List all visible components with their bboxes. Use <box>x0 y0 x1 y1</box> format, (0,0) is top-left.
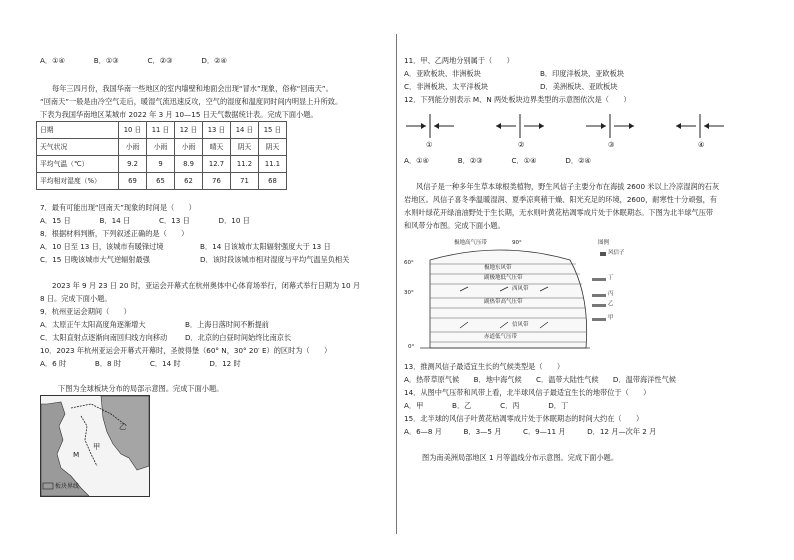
wind-band-polar-high: 极地高气压带 <box>454 240 488 246</box>
table-cell: 11 日 <box>147 122 175 139</box>
question-13: 13．推测风信子最适宜生长的气候类型是（ ） <box>404 362 565 371</box>
table-cell: 阴天 <box>231 139 259 156</box>
intro-line-1: 每年三四月份，我国华南一些地区的室内墙壁和地面会出现“冒水”现象，俗称“回南天”。 <box>52 84 333 93</box>
table-cell: 平均气温（℃） <box>37 156 119 173</box>
wind-belt-drawing <box>400 236 640 356</box>
asian-games-intro-2: 8 日。完成下面小题。 <box>40 294 112 303</box>
question-7-options: A．15 日 B．14 日 C．13 日 D．10 日 <box>40 216 250 225</box>
question-15-options: A．6—8 月 B．3—5 月 C．9—11 月 D．12 月—次年 2 月 <box>404 427 657 436</box>
question-11-option-d: D．美洲板块、亚欧板块 <box>540 82 618 91</box>
diagram-label-4: ④ <box>698 140 705 149</box>
table-cell: 14 日 <box>231 122 259 139</box>
wind-lat-30: 30° <box>404 290 414 296</box>
question-8: 8．根据材料判断，下列叙述正确的是（ ） <box>40 229 189 238</box>
question-9-option-a: A．太原正午太阳高度角逐渐增大 <box>40 320 146 329</box>
diagram-label-2: ② <box>518 140 525 149</box>
fengxin-intro-2: 岩地区。风信子喜冬季温暖湿润、夏季凉爽稍干燥、阳光充足的环境，2600，耐寒性十分顽强，有 <box>404 195 717 204</box>
wind-band-label: 极地东风带 <box>484 265 512 271</box>
legend-item-ding: 丁 <box>608 275 614 281</box>
wind-lat-60: 60° <box>404 260 414 266</box>
table-cell: 69 <box>119 173 147 190</box>
question-9-option-b: B．上海日落时间不断提前 <box>185 320 269 329</box>
pressure-wind-belt-diagram <box>400 236 640 356</box>
legend-title: 图例 <box>598 240 610 246</box>
wind-band-label: 副热带高气压带 <box>484 299 523 305</box>
table-cell: 日期 <box>37 122 119 139</box>
boundary-diagram-3 <box>582 108 662 156</box>
question-8-option-d: D．该时段该城市相对湿度与平均气温呈负相关 <box>200 255 350 264</box>
fengxin-intro-1: 风信子是一种多年生草本球根类植物，野生风信子主要分布在海拔 2600 米以上冷凉湿润的石灰 <box>416 182 720 191</box>
column-divider <box>396 34 397 534</box>
question-11: 11．甲、乙两地分别属于（ ） <box>404 56 514 65</box>
question-13-options: A．热带草原气候 B．地中海气候 C．温带大陆性气候 D．温带海洋性气候 <box>404 375 676 384</box>
table-row <box>37 156 287 173</box>
wind-lat-90: 90° <box>512 240 522 246</box>
diagram-label-1: ① <box>426 140 433 149</box>
question-14-options: A．甲 B．乙 C．丙 D．丁 <box>404 401 569 410</box>
table-cell: 10 日 <box>119 122 147 139</box>
table-cell: 平均相对湿度（%） <box>37 173 119 190</box>
table-cell: 阴天 <box>259 139 287 156</box>
table-cell: 晴天 <box>203 139 231 156</box>
question-9-option-c: C．太阳直射点逐渐向南回归线方向移动 <box>40 333 168 342</box>
table-row <box>37 122 287 139</box>
table-cell: 8.9 <box>175 156 203 173</box>
wind-lat-0: 0° <box>408 344 415 350</box>
legend-item-jia: 甲 <box>608 315 614 321</box>
legend-item-yi: 乙 <box>608 301 614 307</box>
table-cell: 11.1 <box>259 156 287 173</box>
question-7: 7．最有可能出现“回南天”现象的时间是（ ） <box>40 203 196 212</box>
wind-band-label: 西风带 <box>512 286 529 292</box>
table-cell: 76 <box>203 173 231 190</box>
weather-data-table <box>36 121 287 190</box>
table-cell: 小雨 <box>175 139 203 156</box>
table-cell: 小雨 <box>119 139 147 156</box>
table-cell: 62 <box>175 173 203 190</box>
table-cell: 天气状况 <box>37 139 119 156</box>
question-11-option-b: B．印度洋板块、亚欧板块 <box>540 69 624 78</box>
table-row <box>37 139 287 156</box>
intro-line-2: “回南天”一般是由冷空气走后，暖湿气流迅速反攻，空气的湿度和温度同时间内明显上升所致。 <box>40 97 343 106</box>
asian-games-intro-1: 2023 年 9 月 23 日 20 时，亚运会开幕式在杭州奥体中心体育场举行，闭幕式举行日期为 10 月 <box>52 281 361 290</box>
plate-map-intro: 下图为全球板块分布的局部示意图。完成下面小题。 <box>58 384 224 393</box>
question-10-options: A．6 时 B．8 时 C．14 时 D．12 时 <box>40 359 241 368</box>
wind-band-label: 副极地低气压带 <box>484 275 523 281</box>
question-12: 12．下列能分别表示 M、N 两处板块边界类型的示意图依次是（ ） <box>404 95 631 104</box>
table-cell: 11.2 <box>231 156 259 173</box>
question-8-option-b: B．14 日该城市太阳辐射强度大于 13 日 <box>200 242 331 251</box>
table-cell: 65 <box>147 173 175 190</box>
map-label-jia: 甲 <box>93 442 101 451</box>
question-8-option-a: A．10 日至 13 日，该城市有暖锋过境 <box>40 242 164 251</box>
question-14: 14．从图中气压带和风带上看，北半球风信子最适宜生长的地带位于（ ） <box>404 388 651 397</box>
question-8-option-c: C．15 日晚该城市大气逆辐射最强 <box>40 255 150 264</box>
intro-line-3: 下表为我国华南地区某城市 2022 年 3 月 10—15 日天气数据统计表。完成下面小题。 <box>40 110 318 119</box>
question-11-option-a: A．亚欧板块、非洲板块 <box>404 69 481 78</box>
map-label-m: M <box>73 450 80 459</box>
boundary-diagram-1 <box>402 108 482 156</box>
legend-item-bing: 丙 <box>608 291 614 297</box>
previous-question-options: A．①④ B．①③ C．②③ D．②④ <box>40 56 227 65</box>
table-cell: 12.7 <box>203 156 231 173</box>
question-12-options: A．①④ B．②③ C．①④ D．②④ <box>404 156 591 165</box>
plate-boundary-map <box>40 395 150 497</box>
next-section-intro: 图为南美洲局部地区 1 月等温线分布示意图。完成下面小题。 <box>422 453 619 462</box>
table-cell: 71 <box>231 173 259 190</box>
table-cell: 9 <box>147 156 175 173</box>
table-cell: 12 日 <box>175 122 203 139</box>
legend-fengxin: 风信子 <box>608 250 625 256</box>
wind-band-label: 信风带 <box>512 322 529 328</box>
map-label-yi: 乙 <box>119 422 127 431</box>
table-cell: 68 <box>259 173 287 190</box>
boundary-diagram-2 <box>492 108 572 156</box>
diagram-label-3: ③ <box>608 140 615 149</box>
table-cell: 15 日 <box>259 122 287 139</box>
question-15: 15．北半球的风信子叶黄花枯凋零成片处于休眠期态的时间大约在（ ） <box>404 414 644 423</box>
table-cell: 小雨 <box>147 139 175 156</box>
map-legend-boundary: 板块界线 <box>55 483 80 490</box>
question-9: 9．杭州亚运会期间（ ） <box>40 307 131 316</box>
question-9-option-d: D．北京的白昼时间始终比南京长 <box>185 333 292 342</box>
fengxin-intro-3: 水则叶绿花开绿油油野处于生长期，无水则叶黄花枯凋零成片处于休眠期态。下图为北半球气压带 <box>404 208 714 217</box>
wind-band-label: 赤道低气压带 <box>484 334 518 340</box>
table-cell: 9.2 <box>119 156 147 173</box>
table-cell: 13 日 <box>203 122 231 139</box>
question-11-option-c: C．非洲板块、太平洋板块 <box>404 82 489 91</box>
boundary-diagram-4 <box>672 108 752 156</box>
table-row <box>37 173 287 190</box>
fengxin-intro-4: 和风带分布图。完成下面小题。 <box>404 221 505 230</box>
question-10: 10．2023 年杭州亚运会开幕式开幕时，圣彼得堡（60° N，30° 20′ E）的区时为（ ） <box>40 346 332 355</box>
